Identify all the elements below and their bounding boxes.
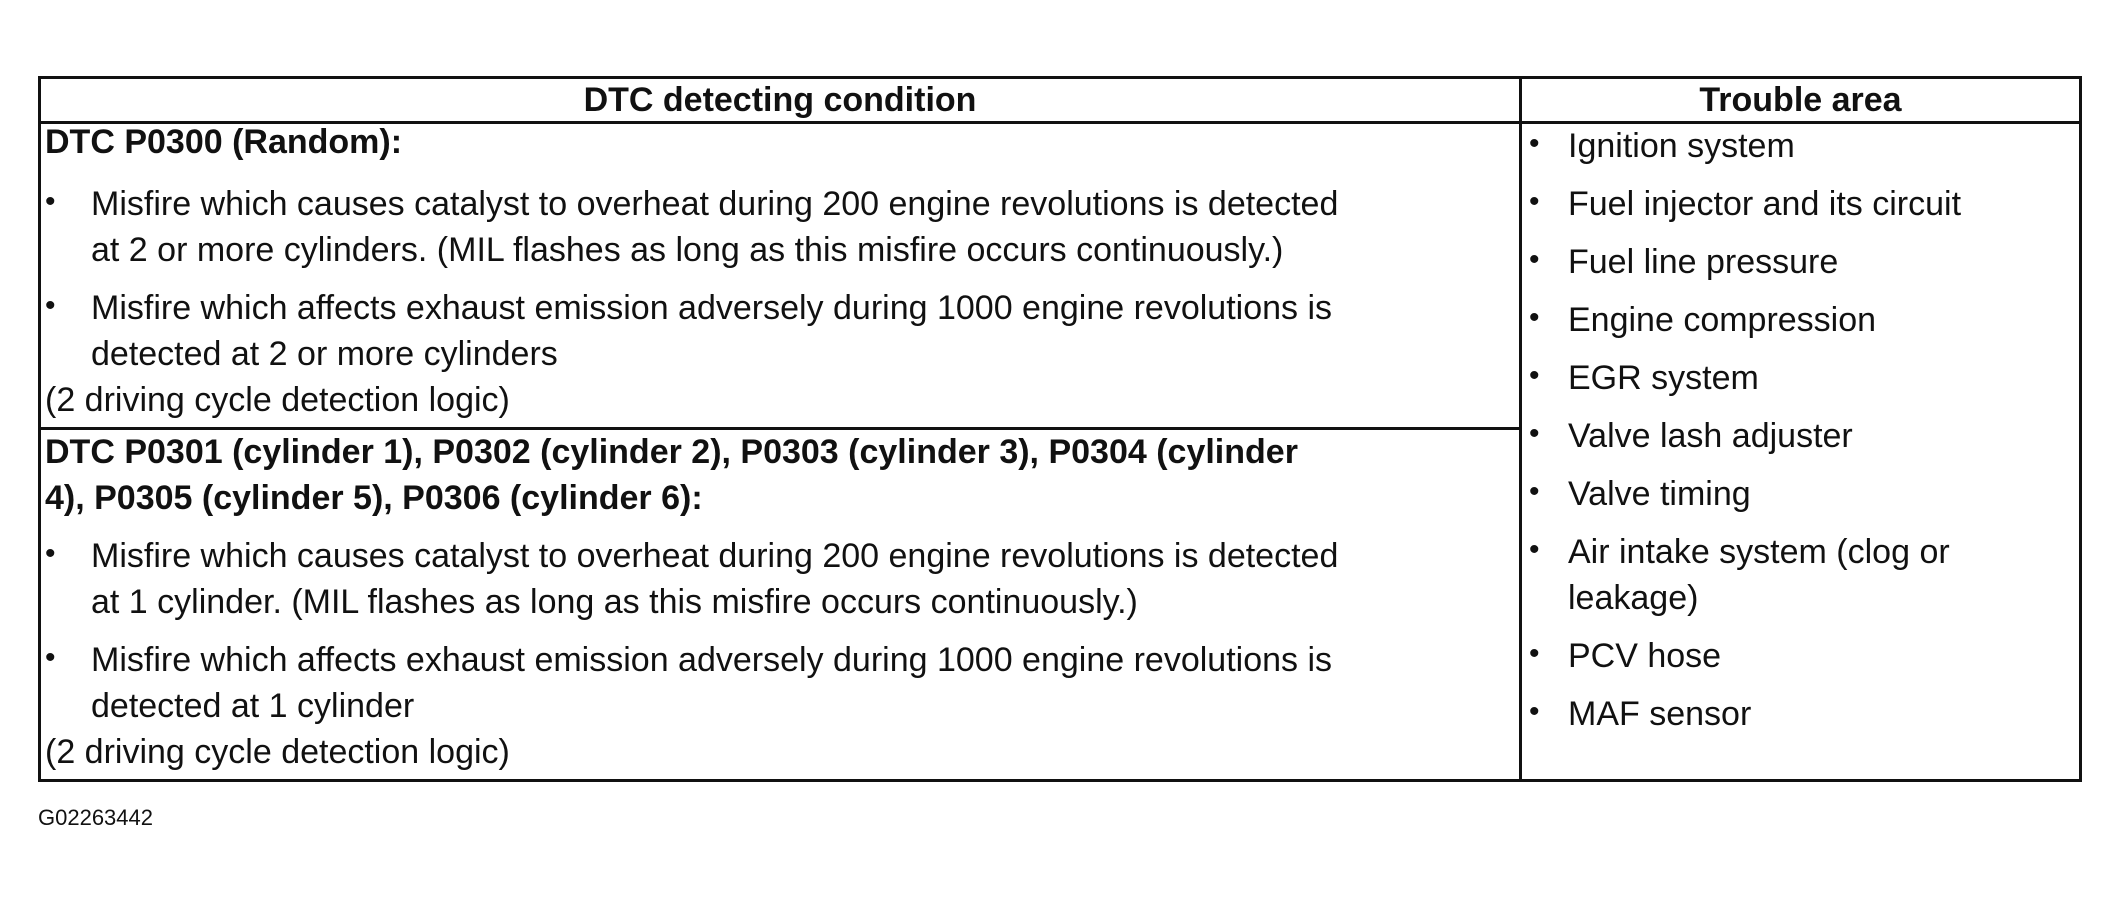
trouble-item: Valve lash adjuster: [1568, 417, 1853, 455]
group-divider: [41, 427, 1519, 430]
header-trouble-area: Trouble area: [1699, 81, 1902, 119]
group2-item1-line2: at 1 cylinder. (MIL flashes as long as this misfire occurs continuously.): [91, 583, 1138, 621]
header-condition: DTC detecting condition: [583, 81, 977, 119]
group1-item2-line2: detected at 2 or more cylinders: [91, 335, 558, 373]
group2-item2-line1: Misfire which affects exhaust emission adversely during 1000 engine revolutions is: [91, 641, 1333, 679]
bullet-icon: •: [45, 289, 56, 322]
trouble-item: Fuel line pressure: [1568, 243, 1839, 281]
group1-item2-line1: Misfire which affects exhaust emission adversely during 1000 engine revolutions is: [91, 289, 1333, 327]
figure-id: G02263442: [38, 805, 153, 830]
dtc-table: [38, 76, 2082, 782]
bullet-icon: •: [1529, 533, 1540, 566]
trouble-item: Valve timing: [1568, 475, 1751, 513]
trouble-item: PCV hose: [1568, 637, 1722, 675]
group2-title-line1: DTC P0301 (cylinder 1), P0302 (cylinder 2), P0303 (cylinder 3), P0304 (cylinder: [45, 433, 1298, 471]
bullet-icon: •: [1529, 301, 1540, 334]
trouble-item: MAF sensor: [1568, 695, 1752, 733]
group1-item1-line1: Misfire which causes catalyst to overheat during 200 engine revolutions is detected: [91, 185, 1339, 223]
group1-item1-line2: at 2 or more cylinders. (MIL flashes as long as this misfire occurs continuously.): [91, 231, 1284, 269]
bullet-icon: •: [1529, 243, 1540, 276]
column-divider: [1519, 79, 1522, 779]
trouble-item: EGR system: [1568, 359, 1759, 397]
bullet-icon: •: [1529, 695, 1540, 728]
trouble-item-line2: leakage): [1568, 579, 1699, 617]
trouble-item: Engine compression: [1568, 301, 1877, 339]
bullet-icon: •: [1529, 359, 1540, 392]
group2-item2-line2: detected at 1 cylinder: [91, 687, 415, 725]
group2-title-line2: 4), P0305 (cylinder 5), P0306 (cylinder 6):: [45, 479, 703, 517]
bullet-icon: •: [45, 641, 56, 674]
bullet-icon: •: [45, 185, 56, 218]
group1-note: (2 driving cycle detection logic): [45, 381, 510, 419]
bullet-icon: •: [1529, 637, 1540, 670]
group1-title: DTC P0300 (Random):: [45, 123, 403, 161]
bullet-icon: •: [45, 537, 56, 570]
bullet-icon: •: [1529, 127, 1540, 160]
trouble-item: Ignition system: [1568, 127, 1795, 165]
bullet-icon: •: [1529, 475, 1540, 508]
bullet-icon: •: [1529, 185, 1540, 218]
trouble-item-line1: Air intake system (clog or: [1568, 533, 1950, 571]
trouble-item: Fuel injector and its circuit: [1568, 185, 1962, 223]
bullet-icon: •: [1529, 417, 1540, 450]
group2-note: (2 driving cycle detection logic): [45, 733, 510, 771]
group2-item1-line1: Misfire which causes catalyst to overheat during 200 engine revolutions is detected: [91, 537, 1339, 575]
